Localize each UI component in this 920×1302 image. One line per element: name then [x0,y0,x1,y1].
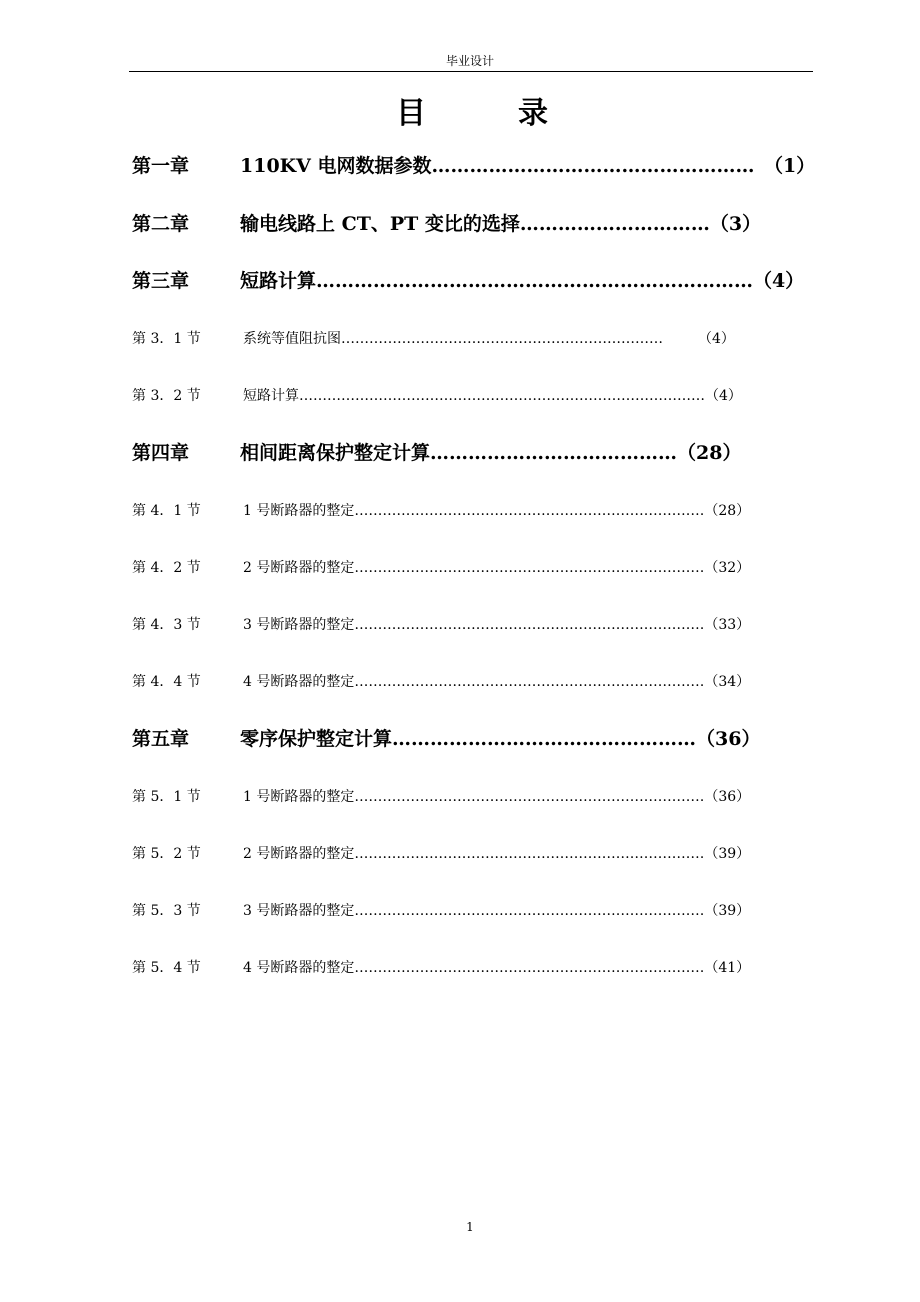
toc-entry-label: 第 4．2 节 [132,560,201,576]
toc-section[interactable] [0,328,920,350]
toc-entry-text: 输电线路上 CT、PT 变比的选择…………………………（3） [240,213,762,235]
toc-entry-text: 4 号断路器的整定…………………………………………………………………（41） [243,960,751,976]
toc-entry-text: 3 号断路器的整定…………………………………………………………………（33） [243,617,751,633]
toc-chapter[interactable] [0,209,920,239]
toc-entry-label: 第 5．3 节 [132,903,201,919]
toc-title-right: 录 [518,96,548,131]
toc-section[interactable] [0,500,920,522]
toc-title-left: 目 [396,96,426,131]
toc-entry-text: 相间距离保护整定计算…………………………………（28） [240,442,742,464]
header-rule [129,71,813,72]
page-number: 1 [466,1220,474,1234]
toc-entry-text: 1 号断路器的整定…………………………………………………………………（36） [243,789,751,805]
toc-title [0,88,920,132]
toc-section[interactable] [0,900,920,922]
toc-entry-label: 第一章 [132,155,190,177]
toc-chapter[interactable] [0,438,920,468]
toc-entry-label: 第 4．1 节 [132,503,201,519]
toc-entry-label: 第四章 [132,442,190,464]
toc-entry-text: 短路计算……………………………………………………………（4） [240,270,805,292]
toc-entry-text: 零序保护整定计算…………………………………………（36） [240,728,761,750]
toc-entry-text: 4 号断路器的整定…………………………………………………………………（34） [243,674,751,690]
toc-chapter[interactable] [0,151,920,181]
toc-entry-label: 第 5．2 节 [132,846,201,862]
toc-entry-label: 第五章 [132,728,190,750]
page-header: 毕业设计 [445,54,494,68]
toc-entry-text: 短路计算……………………………………………………………………………（4） [243,388,742,404]
toc-entry-label: 第 5．1 节 [132,789,201,805]
toc-entry-label: 第三章 [132,270,190,292]
toc-section[interactable] [0,786,920,808]
toc-entry-label: 第 3．1 节 [132,331,201,347]
toc-chapter[interactable] [0,266,920,296]
toc-section[interactable] [0,614,920,636]
toc-entry-label: 第二章 [132,213,190,235]
toc-section[interactable] [0,557,920,579]
toc-section[interactable] [0,385,920,407]
toc-entry-text: 2 号断路器的整定…………………………………………………………………（39） [243,846,751,862]
toc-entry-label: 第 3．2 节 [132,388,201,404]
toc-entry-label: 第 5．4 节 [132,960,201,976]
toc-section[interactable] [0,671,920,693]
toc-entry-text: 系统等值阻抗图…………………………………………………………… （4） [243,331,735,347]
toc-section[interactable] [0,957,920,979]
toc-entry-label: 第 4．3 节 [132,617,201,633]
toc-entry-text: 110KV 电网数据参数…………………………………………… （1） [240,155,816,177]
toc-entry-text: 1 号断路器的整定…………………………………………………………………（28） [243,503,751,519]
toc-entry-label: 第 4．4 节 [132,674,201,690]
toc-entry-text: 3 号断路器的整定…………………………………………………………………（39） [243,903,751,919]
toc-chapter[interactable] [0,724,920,754]
toc-section[interactable] [0,843,920,865]
toc-entry-text: 2 号断路器的整定…………………………………………………………………（32） [243,560,751,576]
